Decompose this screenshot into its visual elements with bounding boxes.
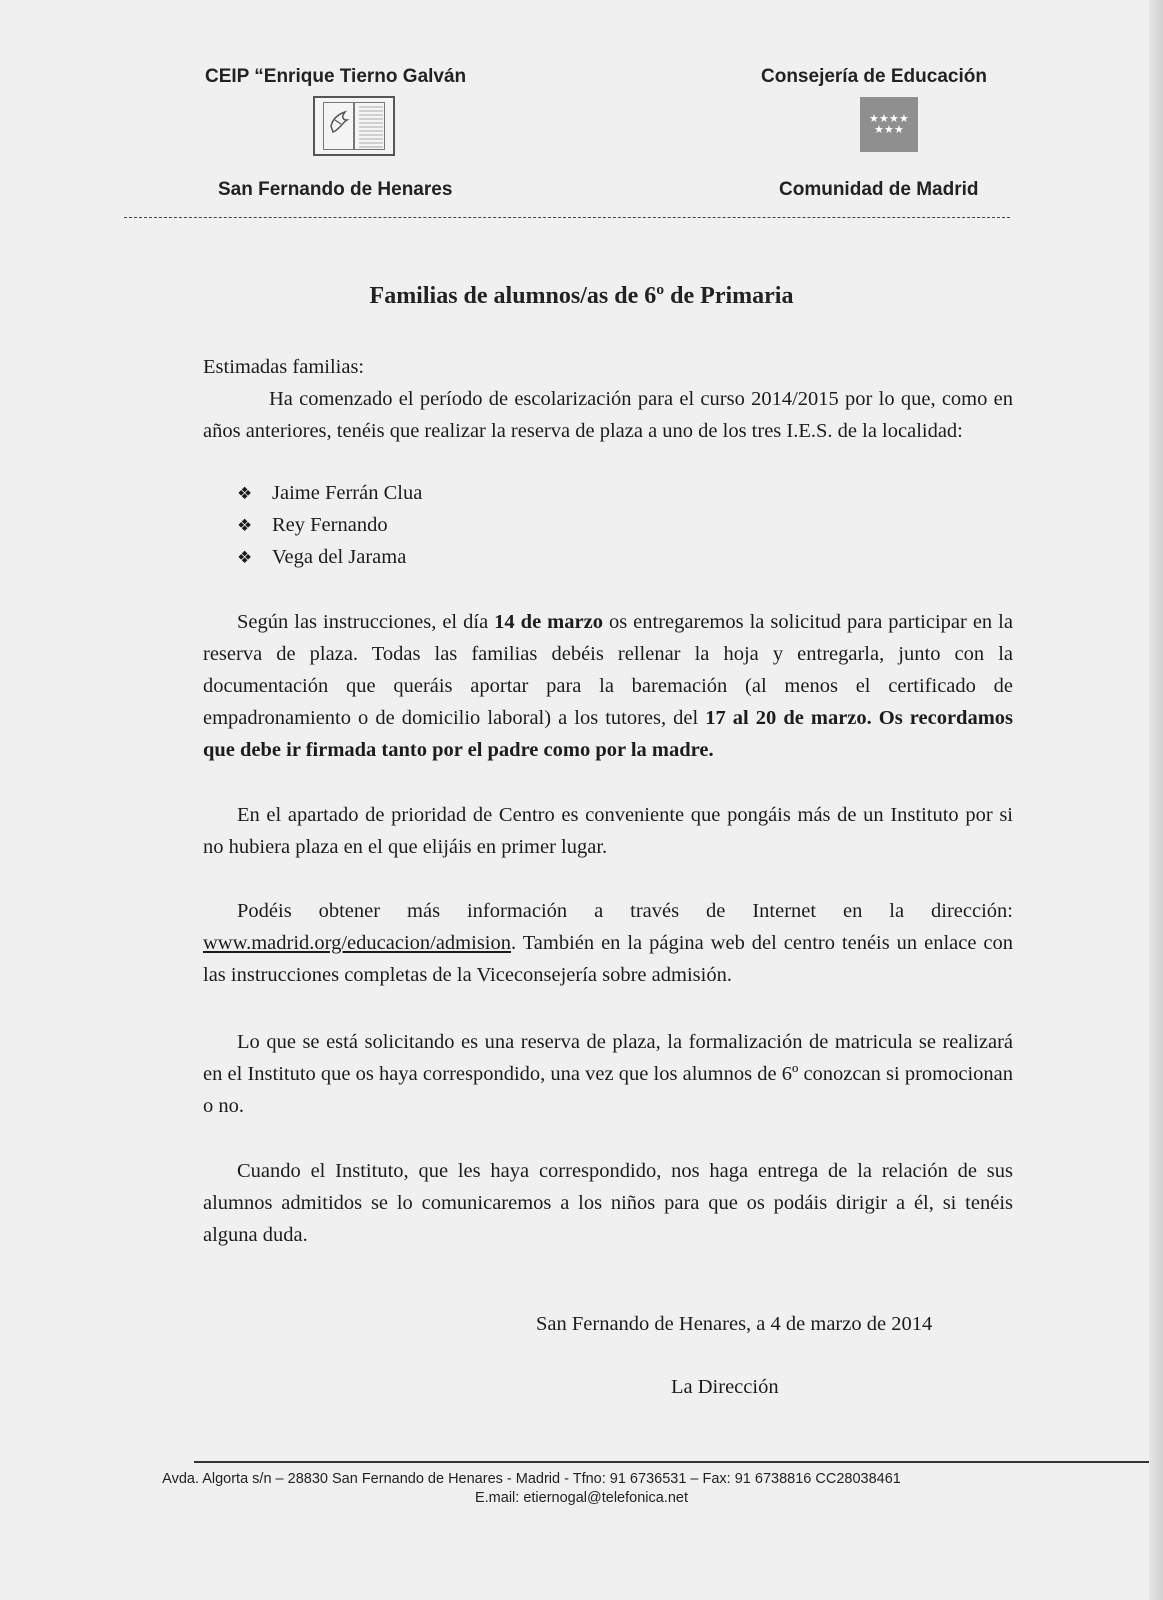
madrid-flag-icon: ★ ★ ★ ★ ★ ★ ★ xyxy=(860,97,918,152)
list-item: ❖ Vega del Jarama xyxy=(237,541,737,573)
signer: La Dirección xyxy=(671,1376,779,1398)
priority-paragraph: En el apartado de prioridad de Centro es conveniente que pongáis más de un Instituto por si no hubiera plaza en el que elijáis en primer lugar. xyxy=(203,804,1013,858)
bullet-icon: ❖ xyxy=(237,484,253,504)
list-item: ❖ Rey Fernando xyxy=(237,509,737,541)
bullet-icon: ❖ xyxy=(237,548,253,568)
paper-edge xyxy=(1149,0,1163,1600)
instructions-paragraph: Según las instrucciones, el día 14 de marzo os entregaremos la solicitud para participar en la reserva de plaza. Todas las familias debéis rellenar la hoja y entregarla, junto con la documentación que queráis aportar para la baremación (al menos el certificado de empadronamiento o de domicilio laboral) a los tutores, del 17 al 20 de marzo. Os recordamos que debe ir firmada tanto por el padre como por la madre. xyxy=(203,611,1013,761)
closing-paragraph: Cuando el Instituto, que les haya correspondido, nos haga entrega de la relación de sus alumnos admitidos se lo comunicaremos a los niños para que os podáis dirigir a él, si tenéis alguna duda. xyxy=(203,1160,1013,1246)
region-name: Comunidad de Madrid xyxy=(779,179,979,200)
footer-address: Avda. Algorta s/n – 28830 San Fernando de Henares - Madrid - Tfno: 91 6736531 – Fax: 91 6738816 CC28038461 xyxy=(162,1471,901,1487)
date-line: San Fernando de Henares, a 4 de marzo de 2014 xyxy=(536,1313,933,1335)
bullet-icon: ❖ xyxy=(237,516,253,536)
footer-divider xyxy=(194,1461,1149,1463)
institute-list xyxy=(237,477,737,573)
header-divider xyxy=(124,217,1010,218)
school-name: CEIP “Enrique Tierno Galván xyxy=(205,66,467,87)
salutation: Estimadas familias: xyxy=(203,356,365,378)
intro-paragraph: Ha comenzado el período de escolarización para el curso 2014/2015 por lo que, como en años anteriores, tenéis que realizar la reserva de plaza a uno de los tres I.E.S. de la localidad: xyxy=(203,388,1013,442)
page-title: Familias de alumnos/as de 6º de Primaria xyxy=(369,283,794,309)
list-item: ❖ Jaime Ferrán Clua xyxy=(237,477,737,509)
admission-link[interactable]: www.madrid.org/educacion/admision xyxy=(203,932,512,954)
school-town: San Fernando de Henares xyxy=(218,179,453,200)
authority-name: Consejería de Educación xyxy=(761,66,987,87)
info-paragraph: Podéis obtener más información a través de Internet en la dirección: www.madrid.org/educacion/admision. También en la página web del centro tenéis un enlace con las instrucciones completas de la Viceconsejería sobre admisión. xyxy=(203,900,1013,986)
school-emblem-icon xyxy=(313,96,395,156)
enrollment-paragraph: Lo que se está solicitando es una reserva de plaza, la formalización de matricula se realizará en el Instituto que os haya correspondido, una vez que los alumnos de 6º conozcan si promocionan o no. xyxy=(203,1031,1013,1117)
footer-email: E.mail: etiernogal@telefonica.net xyxy=(474,1490,688,1506)
